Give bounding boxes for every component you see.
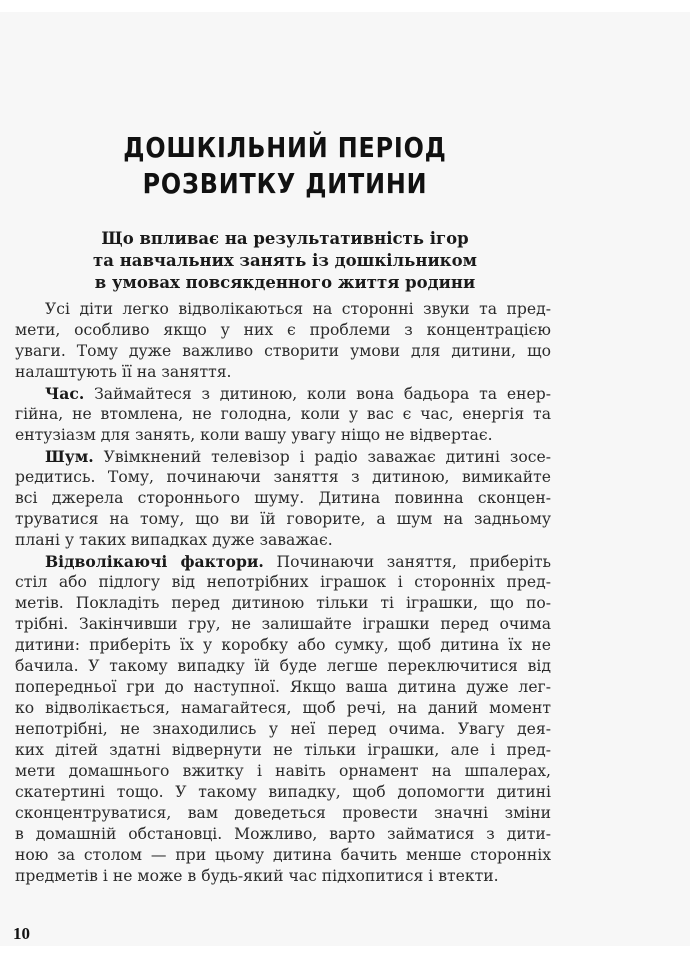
text-line: сконцентруватися, вам доведеться провести значні зміни — [15, 804, 551, 822]
text-line: редитись. Тому, починаючи заняття з дитиною, вимикайте — [15, 468, 551, 486]
text-line: дитини: приберіть їх у коробку або сумку, щоб дитина їх не — [15, 636, 551, 654]
text-line: мети, особливо якщо у них є проблеми з концентрацією — [15, 321, 551, 339]
text-line: труватися на тому, що ви їй говорите, а шум на задньому — [15, 510, 551, 528]
text-line: мети домашнього вжитку і навіть орнамент на шпалерах, — [15, 762, 551, 780]
chapter-title — [43, 130, 528, 202]
chapter-title-line-1: ДОШКІЛЬНИЙ ПЕРІОД — [123, 131, 447, 164]
text-line: ко відволікається, намагайтеся, щоб речі, на даний момент — [15, 699, 551, 717]
text-line: предметів і не може в будь-який час підхопитися і втекти. — [15, 867, 499, 885]
paragraph-intro — [15, 299, 551, 383]
text-line: гійна, не втомлена, не голодна, коли у вас є час, енергія та — [15, 405, 551, 423]
paragraph-time — [15, 383, 551, 446]
subtitle-line-3: в умовах повсякденного життя родини — [94, 273, 476, 292]
paragraph-lead: Шум. — [45, 447, 94, 466]
text-line: непотрібні, не знаходились у неї перед очима. Увагу дея- — [15, 720, 551, 738]
text-line: бачила. У такому випадку їй буде легше переключитися від — [15, 657, 551, 675]
paragraph-distractions — [15, 551, 551, 887]
text-line: уваги. Тому дуже важливо створити умови для дитини, що — [15, 342, 551, 360]
text-line: ентузіазм для занять, коли вашу увагу ніщо не відвертає. — [15, 426, 493, 444]
text-line: в домашній обстановці. Можливо, варто займатися з дити- — [15, 825, 551, 843]
text-line: трібні. Закінчивши гру, не залишайте іграшки перед очима — [15, 615, 551, 633]
text-line: скатертині тощо. У такому випадку, щоб допомогти дитині — [15, 783, 551, 801]
text-line: плані у таких випадках дуже заважає. — [15, 531, 333, 549]
text-line: всі джерела стороннього шуму. Дитина повинна сконцен- — [15, 489, 551, 507]
text-line: метів. Покладіть перед дитиною тільки ті іграшки, що по- — [15, 594, 551, 612]
text-line: стіл або підлогу від непотрібних іграшок і сторонніх пред- — [15, 573, 551, 591]
text-line: налаштують її на заняття. — [15, 363, 232, 381]
text-line: Усі діти легко відволікаються на сторонні звуки та пред- — [45, 300, 551, 318]
text-line: ною за столом — при цьому дитина бачить менше сторонніх — [15, 846, 551, 864]
text-line: Відволікаючі фактори. Починаючи заняття, приберіть — [45, 552, 551, 571]
subtitle-line-2: та навчальних занять із дошкільником — [93, 251, 477, 270]
subtitle-line-1: Що впливає на результативність ігор — [101, 229, 469, 248]
paragraph-noise — [15, 446, 551, 551]
text-line: ких дітей здатні відвернути не тільки іграшки, але і пред- — [15, 741, 551, 759]
body-text — [15, 299, 551, 887]
paragraph-lead: Відволікаючі фактори. — [45, 552, 264, 571]
text-line: Час. Займайтеся з дитиною, коли вона бадьора та енер- — [45, 384, 551, 403]
paragraph-lead: Час. — [45, 384, 85, 403]
chapter-title-line-2: РОЗВИТКУ ДИТИНИ — [142, 167, 428, 200]
text-line: попередньої гри до наступної. Якщо ваша дитина дуже лег- — [15, 678, 551, 696]
section-subtitle — [0, 228, 570, 294]
page-number: 10 — [13, 924, 30, 943]
text-line: Шум. Увімкнений телевізор і радіо заважає дитині зосе- — [45, 447, 551, 466]
